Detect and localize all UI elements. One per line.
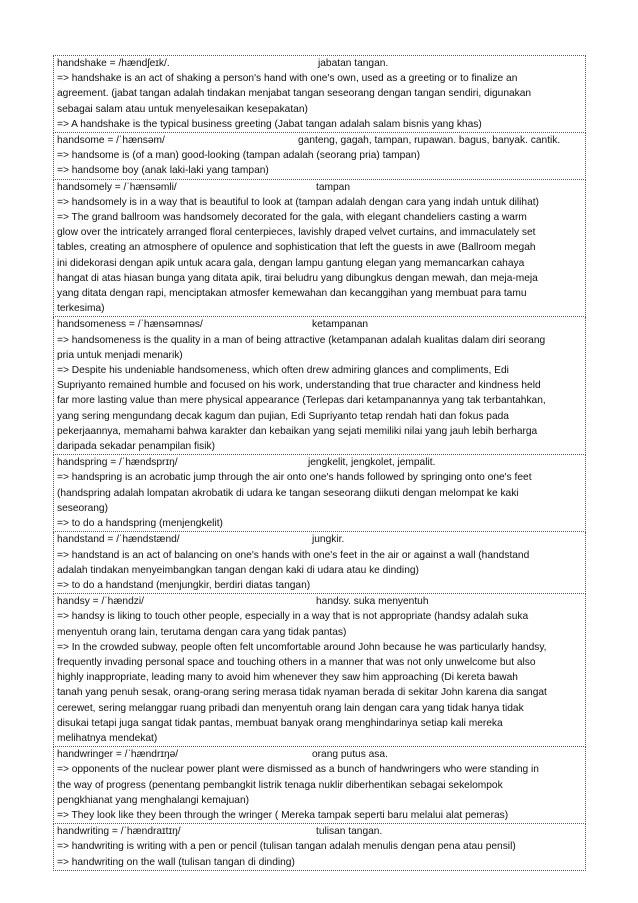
entry-text-line: => handstand is an act of balancing on one's hands with one's feet in the air or against a wall (handstand	[57, 549, 530, 561]
entry-term: handstand = /ˈhændstænd/	[57, 534, 180, 546]
entry-text-line: => handsome boy (anak laki-laki yang tampan)	[57, 165, 269, 177]
entry-text-line: disukai tetapi juga sangat tidak pantas, membuat banyak orang menghindarinya setiap kali mereka	[57, 717, 503, 729]
dictionary-entry	[53, 747, 586, 824]
entry-text-line: yang ditata dengan rapi, menciptakan atmosfer kemewahan dan kecanggihan yang membuat para tamu	[57, 288, 527, 300]
entry-text-line: menyentuh orang lain, terutama dengan cara yang tidak pantas)	[57, 626, 347, 638]
entry-text-line: => In the crowded subway, people often felt uncomfortable around John because he was particularly handsy,	[57, 641, 547, 653]
dictionary-entry	[53, 317, 586, 455]
dictionary-entry	[53, 824, 586, 871]
entry-text-line: yang sering mengundang decak kagum dan pujian, Edi Supriyanto tetap rendah hati dan fokus pada	[57, 410, 509, 422]
entry-text-line: hangat di atas hiasan bunga yang ditata apik, tirai beludru yang dibungkus dengan mewah, dan meja-meja	[57, 272, 538, 284]
entry-text-line: => The grand ballroom was handsomely decorated for the gala, with elegant chandeliers casting a warm	[57, 212, 527, 224]
entry-header	[57, 180, 584, 195]
dictionary-entry	[53, 133, 586, 180]
entry-term: handwriting = /ˈhændraɪtɪŋ/	[57, 826, 181, 838]
entry-header	[57, 594, 584, 609]
entry-text-line: adalah tindakan menyeimbangkan tangan dengan kaki di udara atau ke dinding)	[57, 564, 419, 576]
entry-text-line: => handsome is (of a man) good-looking (tampan adalah (seorang pria) tampan)	[57, 150, 420, 162]
entry-text-line: cerewet, sering melanggar ruang pribadi dan menyentuh orang lain dengan cara yang tidak hanya tidak	[57, 702, 524, 714]
entry-header	[57, 133, 584, 148]
entry-translation: handsy. suka menyentuh	[316, 596, 429, 608]
entry-translation: jungkir.	[312, 534, 345, 546]
entry-text-line: sebagai salam atau untuk menyelesaikan kesepakatan)	[57, 103, 308, 115]
entry-text-line: daripada sekadar penampilan fisik)	[57, 441, 215, 453]
entry-text-line: tanah yang penuh sesak, orang-orang sering merasa tidak nyaman berada di sekitar John karena dia sangat	[57, 687, 547, 699]
entry-text-line: => to do a handspring (menjengkelit)	[57, 518, 223, 530]
dictionary-entry	[53, 594, 586, 747]
entry-text-line: => to do a handstand (menjungkir, berdiri diatas tangan)	[57, 579, 311, 591]
entry-header	[57, 532, 584, 547]
entry-text-line: => handwriting is writing with a pen or pencil (tulisan tangan adalah menulis dengan pena atau pensil)	[57, 841, 516, 853]
entry-text-line: the way of progress (penentang pembangkit listrik tenaga nuklir diberhentikan sebagai sekelompok	[57, 779, 503, 791]
entry-text-line: => handshake is an act of shaking a person's hand with one's own, used as a greeting or to finalize an	[57, 73, 518, 85]
entry-header	[57, 317, 584, 332]
entry-translation: tampan	[316, 181, 350, 193]
entry-text-line: highly inappropriate, leading many to avoid him whenever they saw him approaching (Di kereta bawah	[57, 672, 518, 684]
dictionary-table	[53, 55, 586, 871]
entry-term: handsy = /ˈhændzi/	[57, 596, 144, 608]
entry-translation: ganteng, gagah, tampan, rupawan. bagus, banyak. cantik.	[298, 135, 561, 147]
dictionary-entry	[53, 532, 586, 594]
entry-term: handsomely = /ˈhænsəmli/	[57, 181, 177, 193]
entry-text-line: agreement. (jabat tangan adalah tindakan menjabat tangan seseorang dengan tangan sendiri, digunakan	[57, 88, 532, 100]
entry-text-line: => Despite his undeniable handsomeness, which often drew admiring glances and compliments, Edi	[57, 365, 509, 377]
entry-text-line: => handspring is an acrobatic jump through the air onto one's hands followed by springing onto one's feet	[57, 472, 532, 484]
entry-term: handspring = /ˈhændsprɪŋ/	[57, 457, 178, 469]
entry-translation: jabatan tangan.	[318, 58, 389, 69]
entry-text-line: terkesima)	[57, 303, 105, 315]
entry-translation: orang putus asa.	[312, 749, 388, 761]
entry-text-line: pria untuk menjadi menarik)	[57, 349, 183, 361]
entry-text-line: far more lasting value than mere physical appearance (Terlepas dari ketampanannya yang tak terbantahkan,	[57, 395, 546, 407]
entry-text-line: => handsomeness is the quality in a man of being attractive (ketampanan adalah kualitas dalam diri seorang	[57, 334, 546, 346]
entry-translation: ketampanan	[312, 319, 369, 331]
entry-header	[57, 824, 584, 839]
entry-text-line: => A handshake is the typical business greeting (Jabat tangan adalah salam bisnis yang khas)	[57, 118, 482, 130]
entry-text-line: ini didekorasi dengan apik untuk acara gala, dengan lampu gantung elegan yang memancarkan cahaya	[57, 257, 525, 269]
entry-text-line: => They look like they been through the wringer ( Mereka tampak seperti baru melalui alat pemeras)	[57, 809, 509, 821]
entry-translation: tulisan tangan.	[316, 826, 383, 838]
entry-text-line: seseorang)	[57, 502, 108, 514]
entry-term: handshake = /hændʃeɪk/.	[57, 58, 170, 69]
entry-text-line: Supriyanto remained humble and focused on his work, understanding that true character and kindness held	[57, 380, 541, 392]
entry-header	[57, 455, 584, 470]
entry-header	[57, 747, 584, 762]
entry-text-line: glow over the intricately arranged floral centerpieces, lavishly draped velvet curtains, and immaculately set	[57, 227, 536, 239]
entry-text-line: tables, creating an atmosphere of opulence and sophistication that left the guests in awe (Ballroom megah	[57, 242, 536, 254]
entry-text-line: => handsomely is in a way that is beautiful to look at (tampan adalah dengan cara yang indah untuk dilihat)	[57, 196, 539, 208]
entry-text-line: => opponents of the nuclear power plant were dismissed as a bunch of handwringers who were standing in	[57, 764, 539, 776]
entry-term: handwringer = /ˈhændrɪŋə/	[57, 749, 179, 761]
entry-header	[57, 56, 584, 71]
entry-text-line: frequently invading personal space and touching others in a manner that was not only unwelcome but also	[57, 656, 536, 668]
entry-text-line: pengkhianat yang menghalangi kemajuan)	[57, 794, 250, 806]
entry-text-line: => handsy is liking to touch other people, especially in a way that is not appropriate (handsy adalah suka	[57, 611, 529, 623]
dictionary-entry	[53, 180, 586, 318]
entry-term: handsomeness = /ˈhænsəmnəs/	[57, 319, 203, 331]
entry-translation: jengkelit, jengkolet, jempalit.	[308, 457, 436, 469]
entry-text-line: pekerjaannya, memahami bahwa karakter dan kebaikan yang sejati memiliki nilai yang jauh lebih berharga	[57, 425, 538, 437]
entry-text-line: melihatnya mendekat)	[57, 732, 158, 744]
entry-text-line: (handspring adalah lompatan akrobatik di udara ke tangan seseorang diikuti dengan melompat ke kaki	[57, 487, 519, 499]
entry-term: handsome = /ˈhænsəm/	[57, 135, 165, 147]
entry-text-line: => handwriting on the wall (tulisan tangan di dinding)	[57, 856, 295, 868]
dictionary-entry	[53, 455, 586, 532]
dictionary-entry	[53, 56, 586, 133]
